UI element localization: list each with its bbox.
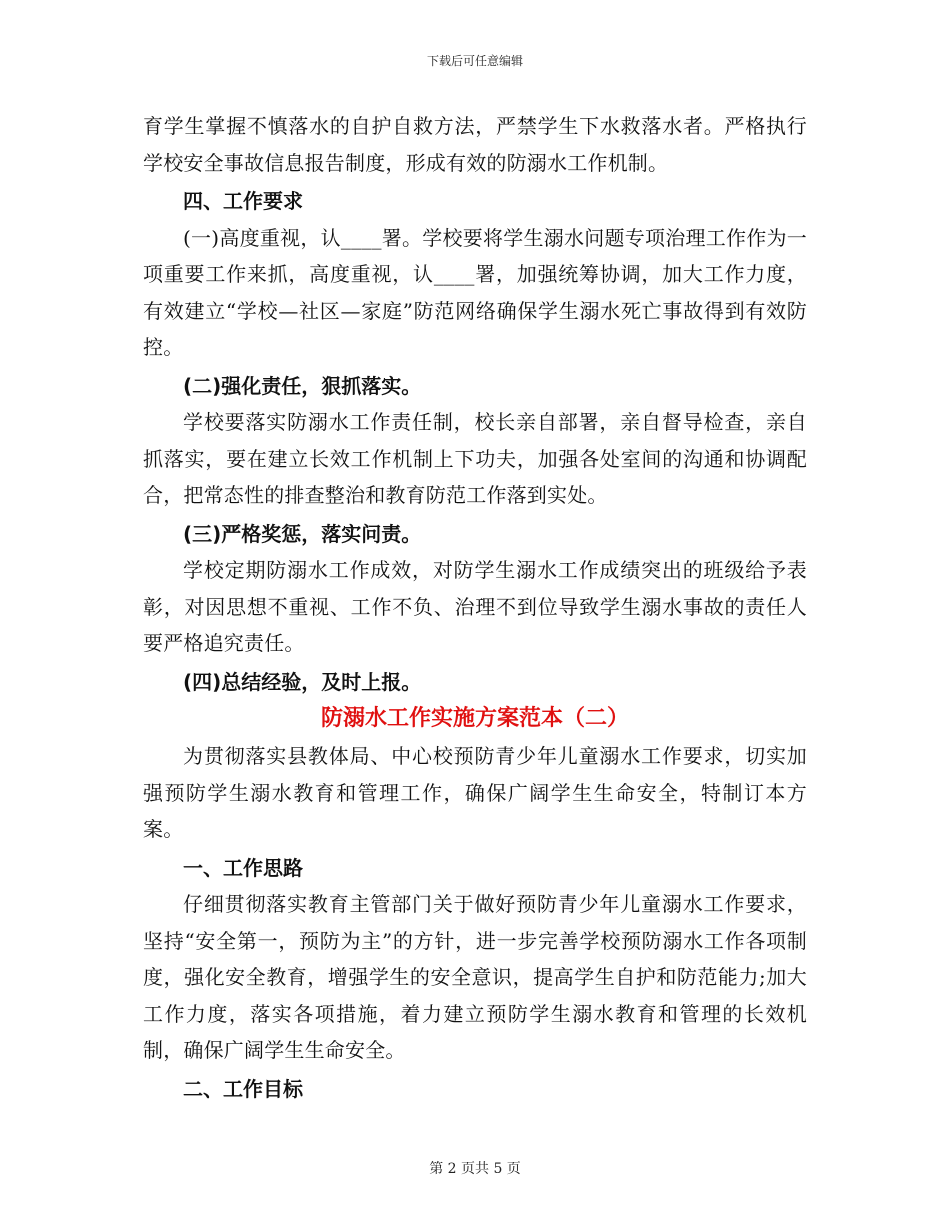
paragraph-rewards-penalties: 学校定期防溺水工作成效，对防学生溺水工作成绩突出的班级给予表彰，对因思想不重视、工作不负、治理不到位导致学生溺水事故的责任人要严格追究责任。 xyxy=(143,558,807,655)
paragraph-responsibility: 学校要落实防溺水工作责任制，校长亲自部署，亲自督导检查，亲自抓落实，要在建立长效工作机制上下功夫，加强各处室间的沟通和协调配合，把常态性的排查整治和教育防范工作落到实处。 xyxy=(143,410,807,507)
section-heading-goals: 二、工作目标 xyxy=(183,1076,303,1101)
document-title: 防溺水工作实施方案范本（二） xyxy=(320,706,629,731)
page-number-footer: 第 2 页共 5 页 xyxy=(429,1161,521,1177)
paragraph-attach-importance: (一)高度重视，认____署。学校要将学生溺水问题专项治理工作作为一项重要工作来抓，高度重视，认____署，加强统筹协调，加大工作力度，有效建立“学校—社区—家庭”防范网络确保学生溺水死亡事故得到有效防控。 xyxy=(143,225,807,359)
paragraph-intro: 为贯彻落实县教体局、中心校预防青少年儿童溺水工作要求，切实加强预防学生溺水教育和管理工作，确保广阔学生生命安全，特制订本方案。 xyxy=(143,744,807,841)
section-heading-approach: 一、工作思路 xyxy=(183,855,303,880)
page-header-note: 下载后可任意编辑 xyxy=(426,54,523,68)
subheading-responsibility: (二)强化责任，狠抓落实。 xyxy=(183,373,422,398)
section-heading-requirements: 四、工作要求 xyxy=(183,189,303,213)
subheading-summary-report: (四)总结经验，及时上报。 xyxy=(183,669,422,694)
paragraph-continued: 育学生掌握不慎落水的自护自救方法，严禁学生下水救落水者。严格执行学校安全事故信息报告制度，形成有效的防溺水工作机制。 xyxy=(143,114,807,175)
document-body xyxy=(143,108,807,1107)
subheading-rewards-penalties: (三)严格奖惩，落实问责。 xyxy=(183,521,422,546)
paragraph-approach: 仔细贯彻落实教育主管部门关于做好预防青少年儿童溺水工作要求，坚持“安全第一，预防为主”的方针，进一步完善学校预防溺水工作各项制度，强化安全教育，增强学生的安全意识，提高学生自护和防范能力;加大工作力度，落实各项措施，着力建立预防学生溺水教育和管理的长效机制，确保广阔学生生命安全。 xyxy=(143,892,807,1062)
